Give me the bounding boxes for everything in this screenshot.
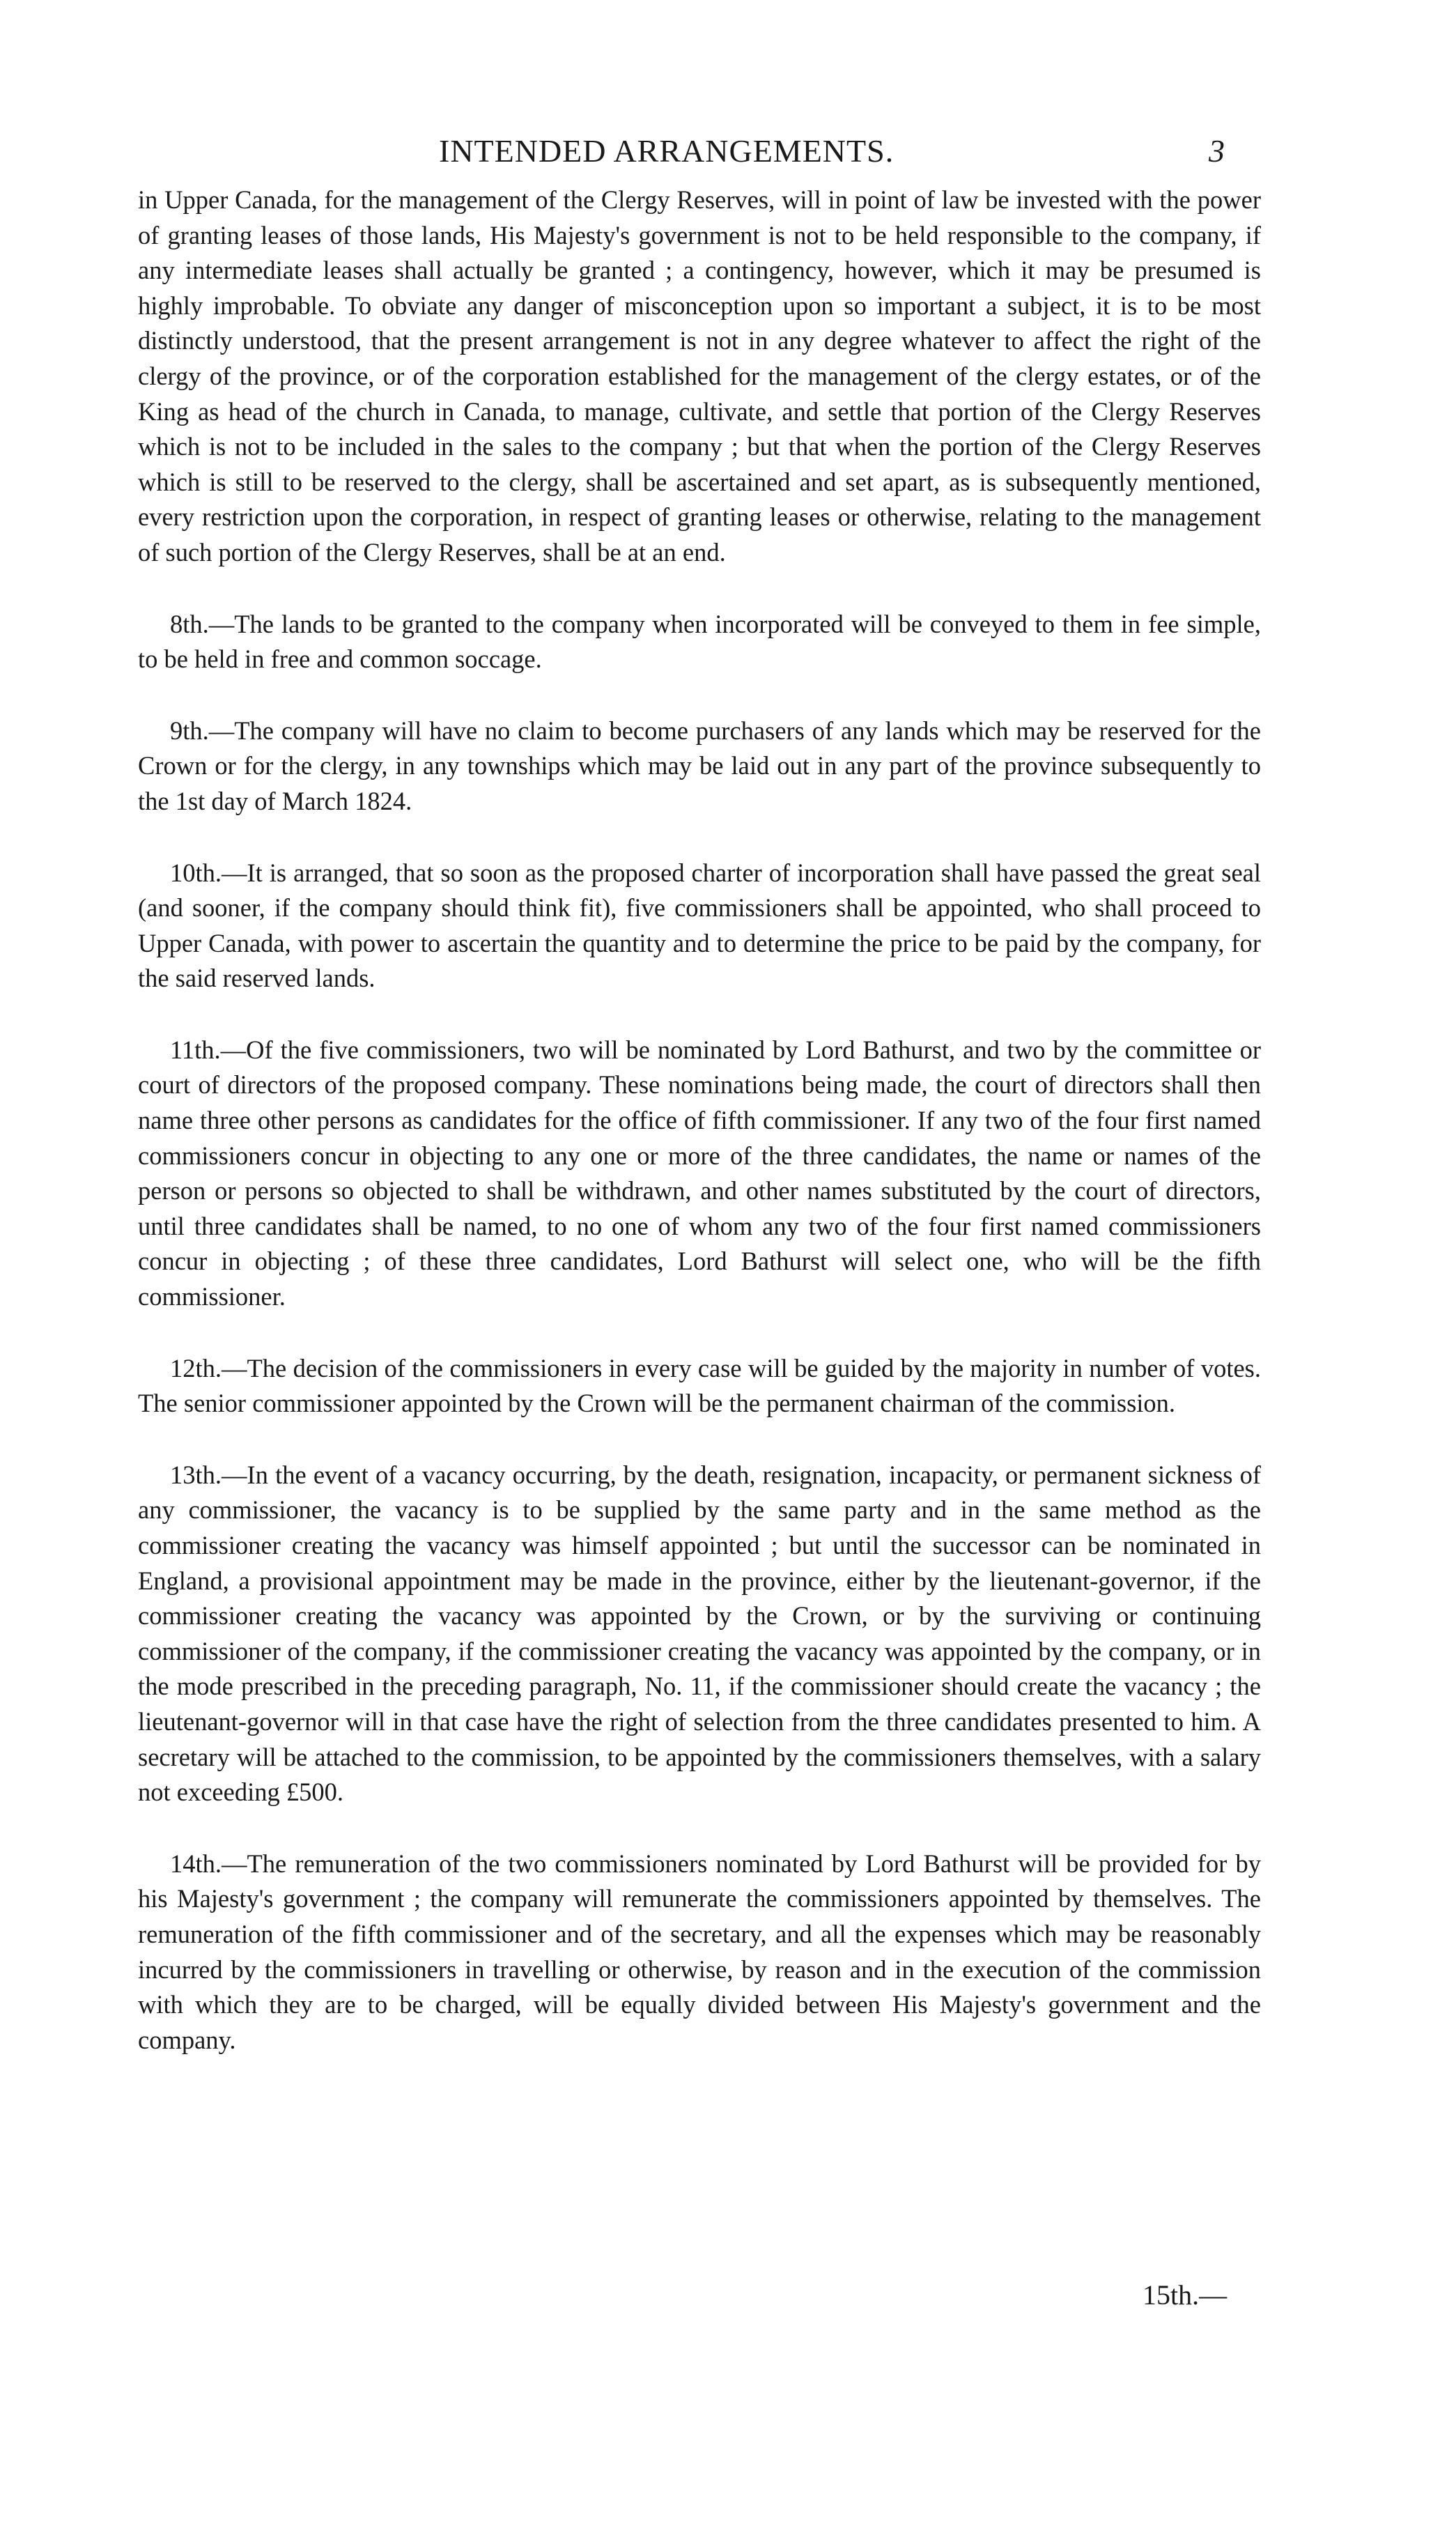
paragraph-continued: in Upper Canada, for the management of the Clergy Reserves, will in point of law be invested with the power of granting leases of those lands, His Majesty's government is not to be held responsible to the company, if any intermediate leases shall actually be granted ; a contingency, however, which it may be presumed is highly improbable. To obviate any danger of misconception upon so important a subject, it is to be most distinctly understood, that the present arrangement is not in any degree whatever to affect the right of the clergy of the province, or of the corporation established for the management of the clergy estates, or of the King as head of the church in Canada, to manage, cultivate, and settle that portion of the Clergy Reserves which is not to be included in the sales to the company ; but that when the portion of the Clergy Reserves which is still to be reserved to the clergy, shall be ascertained and set apart, as is subsequently mentioned, every restriction upon the corporation, in respect of granting leases or otherwise, relating to the management of such portion of the Clergy Reserves, shall be at an end.: [138, 185, 1261, 567]
paragraph-13th: 13th.—In the event of a vacancy occurring, by the death, resignation, incapacity, or permanent sickness of any commissioner, the vacancy is to be supplied by the same party and in the same method as the commissioner creating the vacancy was himself appointed ; but until the successor can be nominated in England, a provisional appointment may be made in the province, either by the lieutenant-governor, if the commissioner creating the vacancy was appointed by the Crown, or by the surviving or continuing commissioner of the company, if the commissioner creating the vacancy was appointed by the company, or in the mode prescribed in the preceding paragraph, No. 11, if the commissioner should create the vacancy ; the lieutenant-governor will in that case have the right of selection from the three candidates presented to him. A secretary will be attached to the commission, to be appointed by the commissioners themselves, with a salary not exceeding £500.: [138, 1460, 1261, 1807]
paragraph-11th: 11th.—Of the five commissioners, two will be nominated by Lord Bathurst, and two by the committee or court of directors of the proposed company. These nominations being made, the court of directors shall then name three other persons as candidates for the office of fifth commissioner. If any two of the four first named commissioners concur in objecting to any one or more of the three candidates, the name or names of the person or persons so objected to shall be withdrawn, and other names substituted by the court of directors, until three candidates shall be named, to no one of whom any two of the four first named commissioners concur in objecting ; of these three candidates, Lord Bathurst will select one, who will be the fifth commissioner.: [138, 1035, 1261, 1311]
catchword: 15th.—: [1143, 2279, 1227, 2311]
paragraph-10th: 10th.—It is arranged, that so soon as the proposed charter of incorporation shall have passed the great seal (and sooner, if the company should think fit), five commissioners shall be appointed, who shall proceed to Upper Canada, with power to ascertain the quantity and to determine the price to be paid by the company, for the said reserved lands.: [138, 858, 1261, 993]
paragraph-14th: 14th.—The remuneration of the two commissioners nominated by Lord Bathurst will be provided for by his Majesty's government ; the company will remunerate the commissioners appointed by themselves. The remuneration of the fifth commissioner and of the secretary, and all the expenses which may be reasonably incurred by the commissioners in travelling or otherwise, by reason and in the execution of the commission with which they are to be charged, will be equally divided between His Majesty's government and the company.: [138, 1849, 1261, 2054]
paragraph-9th: 9th.—The company will have no claim to become purchasers of any lands which may be reserved for the Crown or for the clergy, in any townships which may be laid out in any part of the province subsequently to the 1st day of March 1824.: [138, 716, 1261, 815]
paragraph-8th: 8th.—The lands to be granted to the company when incorporated will be conveyed to them in fee simple, to be held in free and common soccage.: [138, 609, 1261, 674]
page-title: INTENDED ARRANGEMENTS.: [439, 133, 894, 169]
running-head: [0, 132, 1456, 181]
body-text: [138, 183, 1261, 2058]
page-number: 3: [1209, 133, 1225, 169]
paragraph-12th: 12th.—The decision of the commissioners in every case will be guided by the majority in number of votes. The senior commissioner appointed by the Crown will be the permanent chairman of the commission.: [138, 1353, 1261, 1418]
